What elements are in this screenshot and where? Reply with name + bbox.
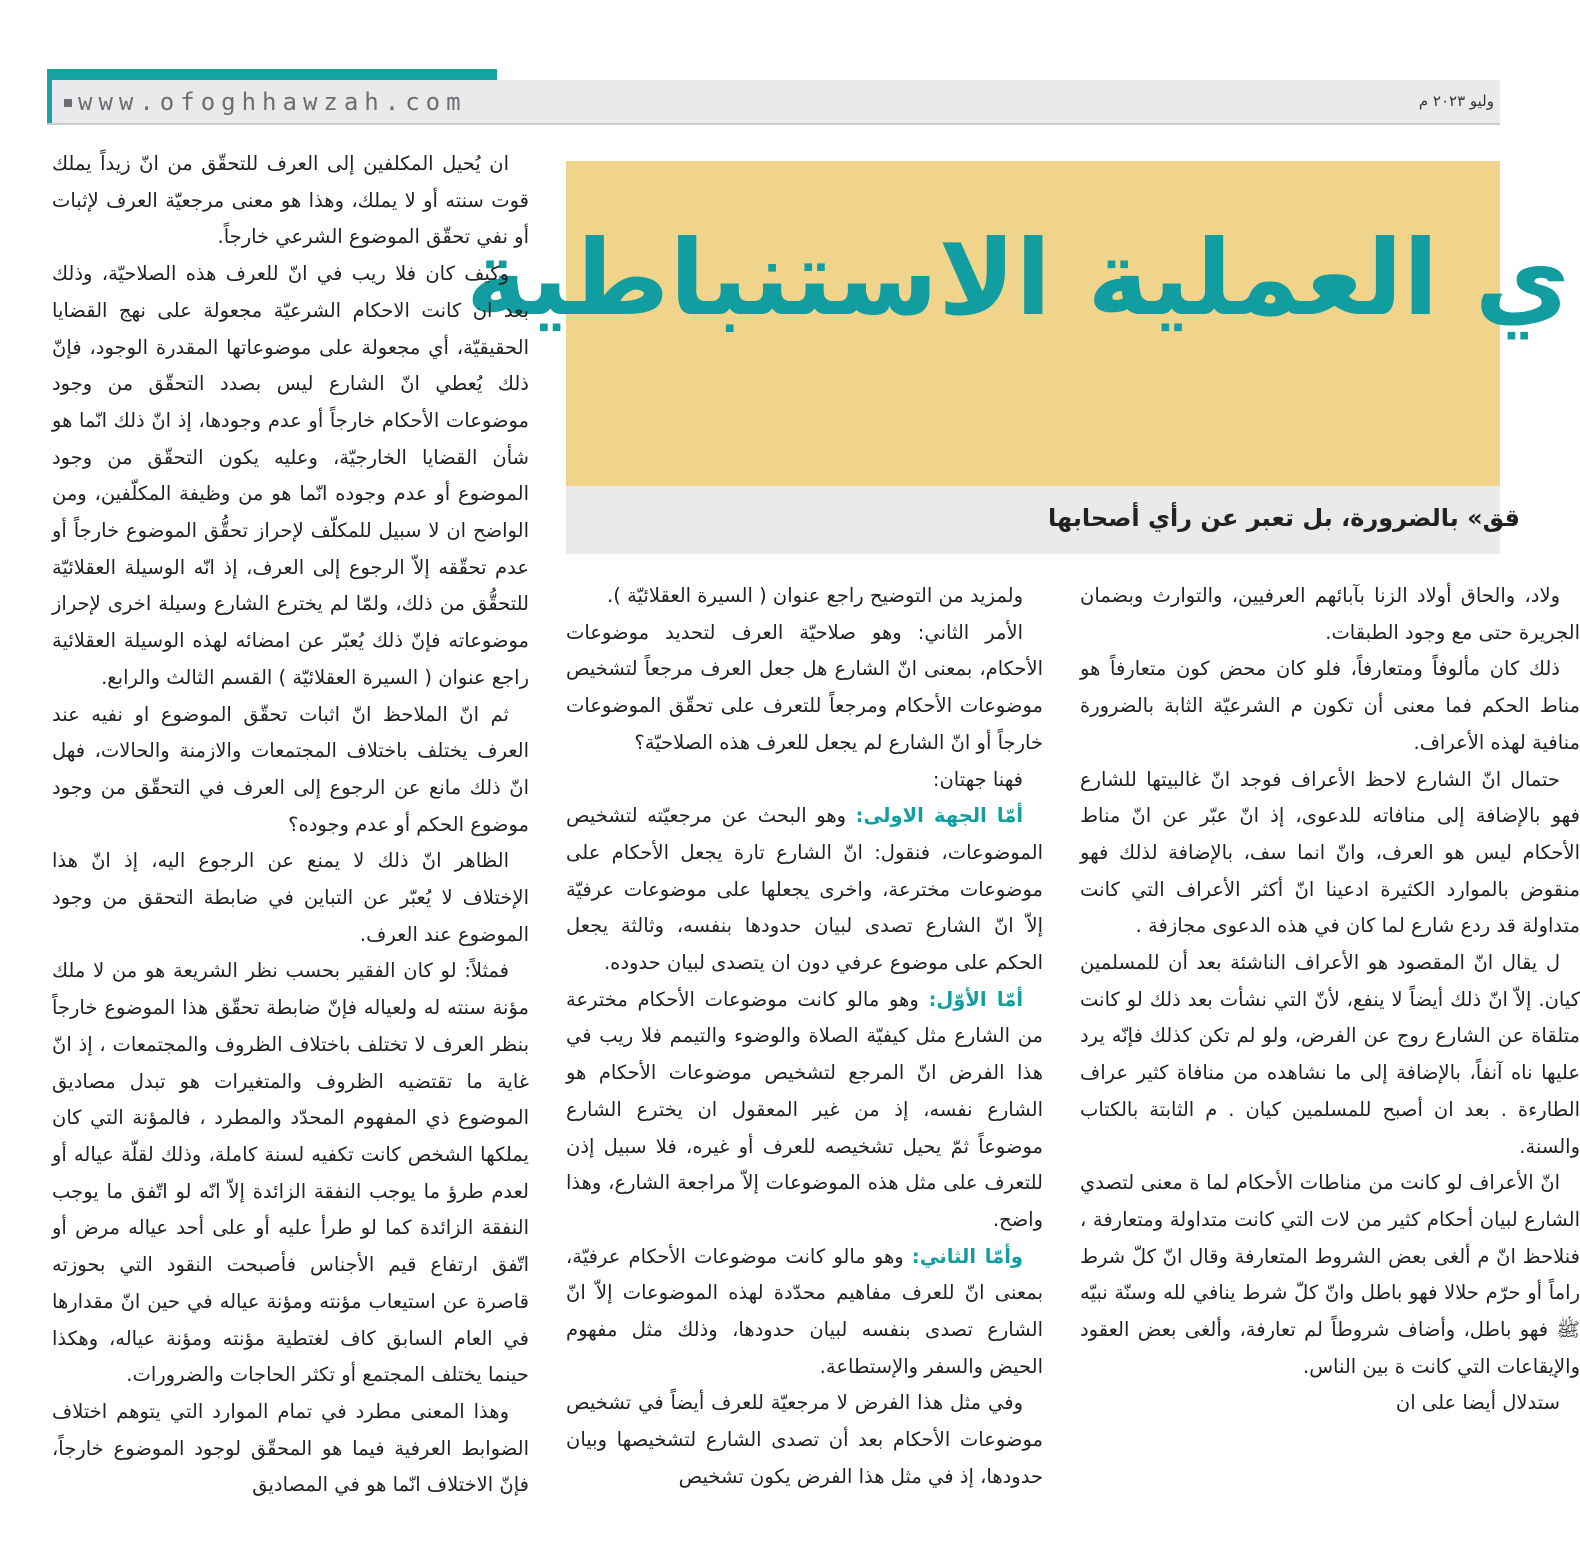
column-right-inner: [1080, 578, 1580, 1422]
paragraph: الظاهر انّ ذلك لا يمنع عن الرجوع اليه، إذ انّ هذا الإختلاف لا يُعبّر عن التباين في ضابطة التحقق من وجود الموضوع عند العرف.: [52, 849, 529, 946]
article-subtitle: قق» بالضرورة، بل تعبر عن رأي أصحابها: [1048, 504, 1520, 532]
paragraph: حتمال انّ الشارع لاحظ الأعراف فوجد انّ غالبيتها للشارع فهو بالإضافة إلى منافاته للدعوى، إذ انّ عبّر عن انّ مناط الأحكام ليس هو العرف، وانّ انما سف، بالإضافة لذلك فهو منقوض بالموارد الكثيرة ادعينا انّ أكثر الأعراف التي كانت متداولة قد ردع شارع لما كان في هذه الدعوى مجازفة .: [1080, 767, 1580, 938]
site-url-text: www.ofoghhawzah.com: [78, 88, 467, 116]
paragraph: فهنا جهتان:: [932, 767, 1023, 791]
paragraph: ولمزيد من التوضيح راجع عنوان ( السيرة العقلائيّة ).: [607, 584, 1023, 607]
paragraph: [566, 1239, 1043, 1386]
site-url: [64, 88, 467, 116]
paragraph: ان يُحيل المكلفين إلى العرف للتحقّق من انّ زيداً يملك قوت سنته أو لا يملك، وهذا هو معنى مرجعيّة العرف لإثبات أو نفي تحقّق الموضوع الشرعي خارجاً.: [52, 152, 529, 249]
lead-heading: وأمّا الثاني:: [911, 1244, 1023, 1268]
paragraph: انّ الأعراف لو كانت من مناطات الأحكام لما ة معنى لتصدي الشارع لبيان أحكام كثير من لات التي كانت متداولة ومتعارفة ، فنلاحظ انّ م ألغى بعض الشروط المتعارفة وقال انّ كلّ شرط راماً أو حرّم حلالا فهو باطل وانّ كلّ شرط ينافي لله وسنّة نبيّه ﷺ فهو باطل، وأضاف شروطاً لم تعارفة، وألغى بعض العقود والإيقاعات التي كانت ة بين الناس.: [1080, 1171, 1580, 1378]
paragraph-text: وهو مالو كانت موضوعات الأحكام عرفيّة، بمعنى انّ للعرف مفاهيم محدّدة لهذه الموضوعات إلاّ انّ الشارع تصدى بنفسه لبيان حدودها، وذلك مثل مفهوم الحيض والسفر والإستطاعة.: [566, 1244, 1043, 1378]
paragraph-text: وهو البحث عن مرجعيّته لتشخيص الموضوعات، فنقول: انّ الشارع تارة يجعل الأحكام على موضوعات مخترعة، واخرى يجعلها على موضوعات عرفيّة إلاّ انّ الشارع تصدى لبيان حدودها بنفسه، وثالثة يجعل الحكم على موضوع عرفي دون ان يتصدى لبيان حدوده.: [566, 804, 1043, 975]
paragraph: [566, 982, 1043, 1239]
paragraph: [566, 798, 1043, 982]
paragraph: وكيف كان فلا ريب في انّ للعرف هذه الصلاحيّة، وذلك بعد ان كانت الاحكام الشرعيّة مجعولة على نهج القضايا الحقيقيّة، أي مجعولة على موضوعاتها المقدرة الوجود، فإنّ ذلك يُعطي انّ الشارع ليس بصدد التحقّق من وجود موضوعات الأحكام خارجاً أو عدم وجودها، إذ انّ ذلك انّما هو شأن القضايا الخارجيّة، وعليه يكون التحقّق من وجود الموضوع أو عدم وجوده انّما هو من وظيفة المكلّفين، ومن الواضح ان لا سبيل للمكلّف لإحراز تحقُّق الموضوع خارجاً أو عدم تحقّقه إلاّ الرجوع إلى العرف، إذ انّه الوسيلة العقلائيّة للتحقُّق من ذلك، ولمّا لم يخترع الشارع وسيلة اخرى لإحراز موضوعاته فإنّ ذلك يُعبّر عن امضائه لهذه الوسيلة العقلائية راجع عنوان ( السيرة العقلائيّة ) القسم الثالث والرابع.: [52, 262, 529, 689]
title-box: [465, 161, 1570, 486]
paragraph: ولاد، والحاق أولاد الزنا بآبائهم العرفيين، والتوارث وبضمان الجريرة حتى مع وجود الطبقات.: [1080, 584, 1580, 644]
header-edge: [47, 80, 52, 123]
paragraph-text: وهو مالو كانت موضوعات الأحكام مخترعة من الشارع مثل كيفيّة الصلاة والوضوء والتيمم فلا ريب في هذا الفرض انّ المرجع لتشخيص موضوعات الأحكام هو الشارع نفسه، إذ من غير المعقول ان يخترع الشارع موضوعاً ثمّ يحيل تشخيصه للعرف أو غيره، فلا سبيل إذن للتعرف على مثل هذه الموضوعات إلاّ مراجعة الشارع، وهذا واضح.: [566, 987, 1043, 1231]
paragraph: ستدلال أيضا على ان: [1395, 1391, 1560, 1415]
column-right: [1080, 578, 1580, 1543]
paragraph: فمثلاً: لو كان الفقير بحسب نظر الشريعة هو من لا ملك مؤنة سنته له ولعياله فإنّ ضابطة تحقّق هذا الموضوع خارجاً بنظر العرف لا تختلف باختلاف الظروف والمجتمعات ، إذ انّ غاية ما تقتضيه الظروف والمتغيرات هو تبدل مصاديق الموضوع ذي المفهوم المحدّد والمطرد ، فالمؤنة التي كان يملكها الشخص كانت تكفيه لسنة كاملة، وذلك لقلّة عياله أو لعدم طرؤ ما يوجب النفقة الزائدة إلاّ انّه لو اتّفق ما يوجب النفقة الزائدة كما لو طرأ عليه أو على أحد عياله مرض أو اتّفق ارتفاع قيم الأجناس فأصبحت النقود التي بحوزته قاصرة عن استيعاب مؤنته ومؤنة عياله في حين انّ مقدارها في العام السابق كاف لغتطية مؤنته ومؤنة عياله، وهكذا حينما يختلف المجتمع أو تكثر الحاجات والضرورات.: [52, 959, 529, 1387]
paragraph: وهذا المعنى مطرد في تمام الموارد التي يتوهم اختلاف الضوابط العرفية فيما هو المحقّق لوجود الموضوع خارجاً، فإنّ الاختلاف انّما هو في المصاديق: [52, 1399, 529, 1497]
paragraph: ثم انّ الملاحظ انّ اثبات تحقّق الموضوع او نفيه عند العرف يختلف باختلاف المجتمعات والازمنة والحالات، فهل انّ ذلك مانع عن الرجوع إلى العرف في التحقّق من وجود موضوع الحكم أو عدم وجوده؟: [52, 702, 529, 836]
lead-heading: أمّا الجهة الاولى:: [855, 804, 1024, 828]
subtitle-box: [566, 486, 1520, 554]
paragraph: وفي مثل هذا الفرض لا مرجعيّة للعرف أيضاً في تشخيص موضوعات الأحكام بعد أن تصدى الشارع لتشخيصها وبيان حدودها، إذ في مثل هذا الفرض يكون تشخيص: [566, 1391, 1043, 1488]
issue-date: وليو ٢٠٢٣ م: [1418, 92, 1494, 110]
article-title: ي العملية الاستنباطية: [465, 217, 1570, 339]
paragraph: ل يقال انّ المقصود هو الأعراف الناشئة بعد أن للمسلمين كيان. إلاّ انّ ذلك أيضاً لا ينفع، لأنّ التي نشأت بعد ذلك لو كانت متلقاة عن الشارع روج عن الفرض، ولو لم تكن كذلك فإنّه يرد عليها ناه آنفاً، بالإضافة إلى ما نشاهده من منافاة كثير عراف الطارءة . بعد ان أصبح للمسلمين كيان . م الثابتة بالكتاب والسنة.: [1080, 951, 1580, 1158]
column-left: [52, 146, 529, 1543]
paragraph: الأمر الثاني: وهو صلاحيّة العرف لتحديد موضوعات الأحكام، بمعنى انّ الشارع هل جعل العرف مرجعاً لتشخيص موضوعات الأحكام ومرجعاً للتعرف على تحقّق الموضوعات خارجاً أو انّ الشارع لم يجعل للعرف هذه الصلاحيّة؟: [566, 620, 1043, 754]
paragraph: ذلك كان مألوفاً ومتعارفاً، فلو كان محض كون متعارفاً هو مناط الحكم فما معنى أن تكون م الشرعيّة الثابة بالضرورة منافية لهذه الأعراف.: [1080, 657, 1580, 754]
lead-heading: أمّا الأوّل:: [928, 987, 1023, 1011]
bullet-icon: [64, 99, 72, 107]
column-middle: [566, 578, 1043, 1543]
